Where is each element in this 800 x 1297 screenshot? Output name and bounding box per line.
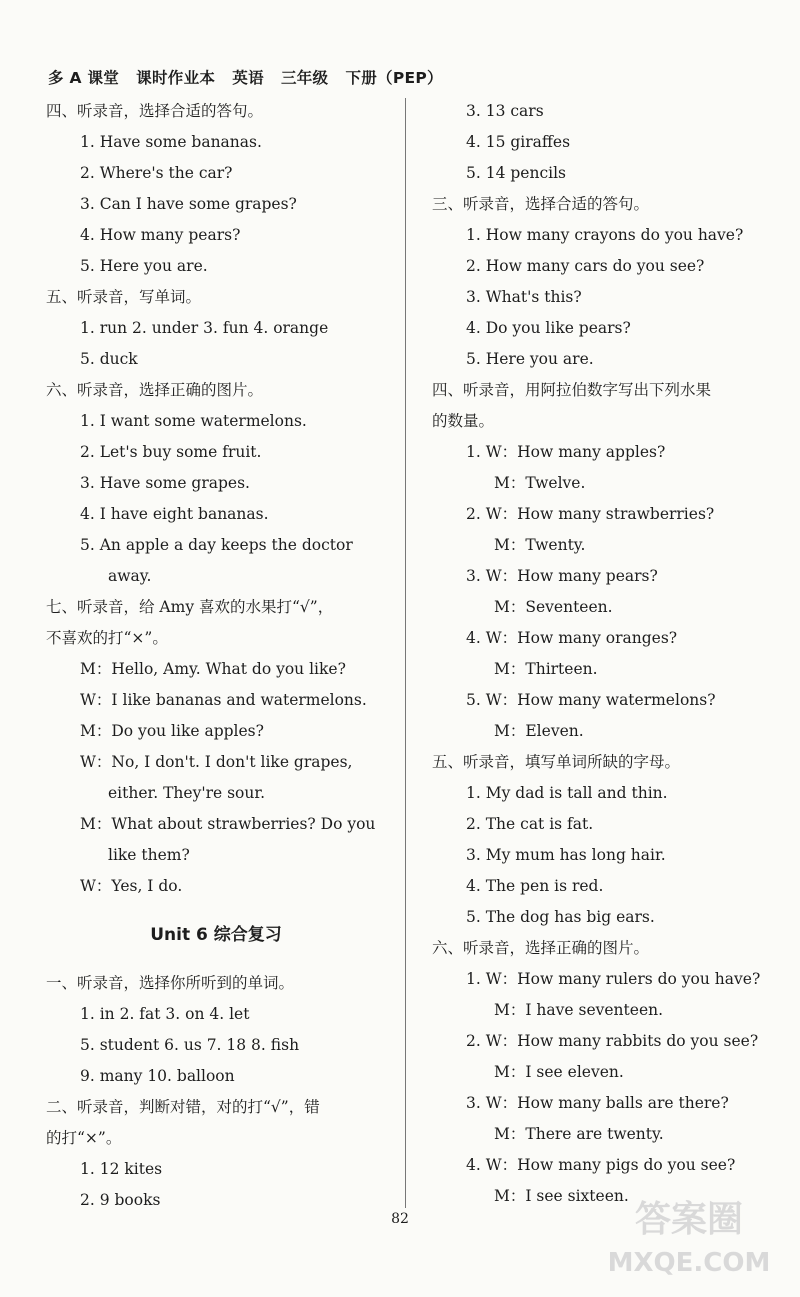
left-section-heading: 四、听录音，选择合适的答句。 — [46, 102, 264, 120]
right-answer-item: 4. The pen is red. — [466, 877, 604, 895]
right-answer-continuation: M：I see eleven. — [494, 1063, 624, 1081]
left-column — [46, 96, 386, 1216]
left-answer-item: 1. in 2. fat 3. on 4. let — [80, 1005, 250, 1023]
left-answer-item: 2. Where's the car? — [80, 164, 233, 182]
left-answer-item: 5. Here you are. — [80, 257, 208, 275]
left-section-heading: 不喜欢的打“×”。 — [46, 629, 168, 647]
page-number: 82 — [391, 1211, 409, 1227]
right-answer-item: 1. My dad is tall and thin. — [466, 784, 668, 802]
left-section-heading: 五、听录音，写单词。 — [46, 288, 202, 306]
page-header: 多 A 课堂 课时作业本 英语 三年级 下册（PEP） — [48, 69, 443, 87]
right-answer-item: 2. The cat is fat. — [466, 815, 594, 833]
left-section-heading: 六、听录音，选择正确的图片。 — [46, 381, 264, 399]
left-answer-item: 5. duck — [80, 350, 138, 368]
right-answer-item: 3. W：How many pears? — [466, 567, 658, 585]
right-answer-continuation: M：I see sixteen. — [494, 1187, 629, 1205]
left-answer-item: 3. Can I have some grapes? — [80, 195, 297, 213]
unit-title: Unit 6 综合复习 — [150, 925, 282, 945]
left-section-heading: 二、听录音，判断对错，对的打“√”，错 — [46, 1098, 320, 1116]
right-answer-continuation: M：Twelve. — [494, 474, 586, 492]
left-answer-item: 1. 12 kites — [80, 1160, 163, 1178]
right-answer-continuation: M：There are twenty. — [494, 1125, 664, 1143]
left-section-heading: 一、听录音，选择你所听到的单词。 — [46, 974, 295, 992]
right-answer-item: 2. How many cars do you see? — [466, 257, 705, 275]
left-answer-item: 1. run 2. under 3. fun 4. orange — [80, 319, 329, 337]
right-answer-item: 5. W：How many watermelons? — [466, 691, 716, 709]
right-section-heading: 三、听录音，选择合适的答句。 — [432, 195, 650, 213]
left-answer-item: 2. 9 books — [80, 1191, 161, 1209]
right-answer-continuation: M：I have seventeen. — [494, 1001, 664, 1019]
right-answer-continuation: M：Seventeen. — [494, 598, 613, 616]
left-answer-item: W：No, I don't. I don't like grapes, — [80, 753, 353, 771]
right-answer-item: 4. 15 giraffes — [466, 133, 571, 151]
right-section-heading: 六、听录音，选择正确的图片。 — [432, 939, 650, 957]
left-answer-item: 1. I want some watermelons. — [80, 412, 307, 430]
right-answer-item: 1. How many crayons do you have? — [466, 226, 744, 244]
left-answer-item: 3. Have some grapes. — [80, 474, 250, 492]
left-answer-item: M：What about strawberries? Do you — [80, 815, 376, 833]
right-answer-item: 5. 14 pencils — [466, 164, 566, 182]
right-answer-item: 1. W：How many apples? — [466, 443, 666, 461]
watermark-line2: MXQE.COM — [607, 1248, 771, 1278]
right-answer-item: 3. What's this? — [466, 288, 582, 306]
watermark-logo — [594, 1185, 784, 1285]
right-section-heading: 五、听录音，填写单词所缺的字母。 — [432, 753, 681, 771]
left-answer-item: 2. Let's buy some fruit. — [80, 443, 262, 461]
left-answer-continuation: either. They're sour. — [108, 784, 265, 802]
left-answer-item: 9. many 10. balloon — [80, 1067, 235, 1085]
right-answer-continuation: M：Thirteen. — [494, 660, 598, 678]
left-answer-item: 5. An apple a day keeps the doctor — [80, 536, 353, 554]
right-answer-item: 4. W：How many pigs do you see? — [466, 1156, 736, 1174]
right-answer-item: 4. Do you like pears? — [466, 319, 631, 337]
column-divider — [405, 98, 406, 1208]
left-answer-continuation: away. — [108, 567, 152, 585]
right-answer-item: 4. W：How many oranges? — [466, 629, 678, 647]
left-answer-continuation: like them? — [108, 846, 190, 864]
right-answer-item: 3. W：How many balls are there? — [466, 1094, 729, 1112]
left-section-heading: 的打“×”。 — [46, 1129, 122, 1147]
left-answer-item: M：Hello, Amy. What do you like? — [80, 660, 346, 678]
right-section-heading: 的数量。 — [432, 412, 495, 430]
right-section-heading: 四、听录音，用阿拉伯数字写出下列水果 — [432, 381, 712, 399]
left-answer-item: 5. student 6. us 7. 18 8. fish — [80, 1036, 300, 1054]
left-section-heading: 七、听录音，给 Amy 喜欢的水果打“√”， — [46, 598, 334, 616]
left-answer-item: M：Do you like apples? — [80, 722, 264, 740]
left-answer-item: 1. Have some bananas. — [80, 133, 262, 151]
left-answer-item: W：I like bananas and watermelons. — [80, 691, 367, 709]
right-answer-item: 2. W：How many rabbits do you see? — [466, 1032, 759, 1050]
left-answer-item: 4. How many pears? — [80, 226, 241, 244]
right-answer-continuation: M：Twenty. — [494, 536, 586, 554]
right-answer-item: 5. The dog has big ears. — [466, 908, 655, 926]
right-answer-item: 2. W：How many strawberries? — [466, 505, 715, 523]
right-answer-item: 1. W：How many rulers do you have? — [466, 970, 761, 988]
left-answer-item: W：Yes, I do. — [80, 877, 183, 895]
right-column — [432, 96, 772, 1212]
right-answer-item: 5. Here you are. — [466, 350, 594, 368]
watermark-line1: 答案圈 — [634, 1199, 744, 1240]
left-answer-item: 4. I have eight bananas. — [80, 505, 269, 523]
right-answer-continuation: M：Eleven. — [494, 722, 584, 740]
right-answer-item: 3. 13 cars — [466, 102, 544, 120]
right-answer-item: 3. My mum has long hair. — [466, 846, 666, 864]
